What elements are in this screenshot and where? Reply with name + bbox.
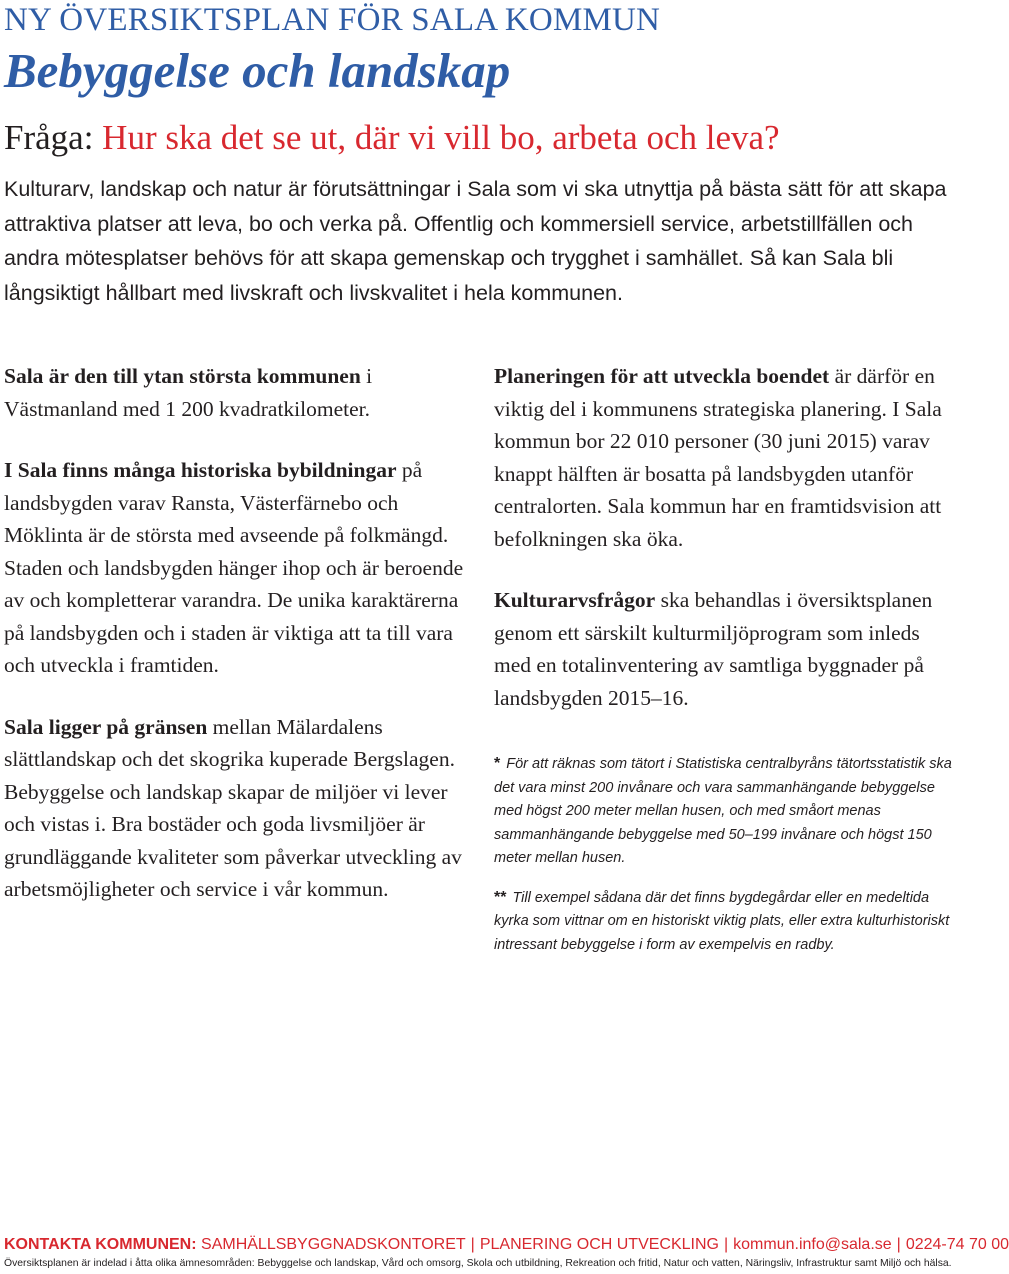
right-column [494,360,956,972]
footnote-text: Till exempel sådana där det finns bygdegårdar eller en medeltida kyrka som vittnar om en historiskt viktig plats, eller extra kulturhistoriskt intressant bebyggelse i form av exempelvis en radby. [494,889,950,953]
paragraph-area [4,360,476,425]
left-column [4,360,476,935]
intro-paragraph: Kulturarv, landskap och natur är förutsättningar i Sala som vi ska utnyttja på bästa sätt för att skapa attraktiva platser att leva, bo och verka på. Offentlig och kommersiell service, arbetstillfällen och andra mötesplatser behövs för att skapa gemenskap och trygghet i samhället. Så kan Sala bli långsiktigt hållbart med livskraft och livskvalitet i hela kommunen. [4,177,947,305]
contact-phone: 0224-74 70 00 [905,1236,1009,1253]
separator: | [896,1236,901,1253]
footnote-text: För att räknas som tätort i Statistiska centralbyråns tätortsstatistik ska det vara minst 200 invånare och vara sammanhängande bebyggelse med högst 200 meter mellan husen, och med småort menas sammanhängande bebyggelse med 50–199 invånare och högst 150 meter mellan husen. [494,756,952,866]
paragraph-body: är därför en viktig del i kommunens strategiska planering. I Sala kommun bor 22 010 personer (30 juni 2015) varav knappt hälften är bosatta på landsbygden utanför centralorten. Sala kommun har en framtidsvision att befolkningen ska öka. [494,364,942,551]
page-kicker: NY ÖVERSIKTSPLAN FÖR SALA KOMMUN [4,2,661,38]
separator: | [470,1236,475,1253]
page-title: Bebyggelse och landskap [4,43,511,98]
paragraph-body: i Västmanland med 1 200 kvadratkilometer. [4,364,373,421]
contact-department: SAMHÄLLSBYGGNADSKONTORET [201,1236,466,1253]
paragraph-body: ska behandlas i översiktsplanen genom ett särskilt kulturmiljöprogram som inleds med en totalinventering av samtliga byggnader på landsbygden 2015–16. [494,588,933,710]
contact-bar [4,1236,1009,1254]
separator: | [723,1236,729,1253]
paragraph-lead: I Sala finns många historiska bybildningar [4,458,397,482]
paragraph-body: mellan Mälardalens slättlandskap och det skogrika kuperade Bergslagen. Bebyggelse och landskap skapar de miljöer vi lever och vistas i. Bra bostäder och goda livsmiljöer är grundläggande kvaliteter som påverkar utveckling av arbetsmöjligheter och service i vår kommun. [4,714,462,901]
question-heading [4,118,780,158]
footnote-marker: * [494,755,501,772]
paragraph-body: på landsbygden varav Ransta, Västerfärnebo och Möklinta är de största med avseende på folkmängd. Staden och landsbygden hänger ihop och är beroende av och kompletterar varandra. De unika karaktärerna på landsbygden och i staden är viktiga att ta till vara och utveckla i framtiden. [4,458,464,677]
paragraph-lead: Planeringen för att utveckla boendet [494,364,830,388]
contact-unit: PLANERING OCH UTVECKLING [479,1236,719,1253]
footnote-1 [494,752,956,871]
contact-email-link[interactable]: kommun.info@sala.se [733,1236,892,1253]
paragraph-heritage [494,584,956,714]
footnote-marker: ** [494,888,507,906]
paragraph-lead: Kulturarvsfrågor [494,588,656,612]
footnote-2 [494,886,956,958]
footer-note: Översiktsplanen är indelad i åtta olika ämnesområden: Bebyggelse och landskap, Vård och omsorg, Skola och utbildning, Rekreation och fritid, Natur och vatten, Näringsliv, Infrastruktur samt Miljö och hälsa. [4,1258,952,1269]
paragraph-landscape [4,711,476,906]
paragraph-lead: Sala ligger på gränsen [4,714,208,739]
question-label: Fråga: [4,118,103,157]
paragraph-lead: Sala är den till ytan största kommunen [4,364,361,388]
paragraph-housing [494,360,956,555]
question-text: Hur ska det se ut, där vi vill bo, arbeta och leva? [102,118,780,157]
paragraph-villages [4,454,476,682]
contact-label: KONTAKTA KOMMUNEN: [4,1236,197,1253]
